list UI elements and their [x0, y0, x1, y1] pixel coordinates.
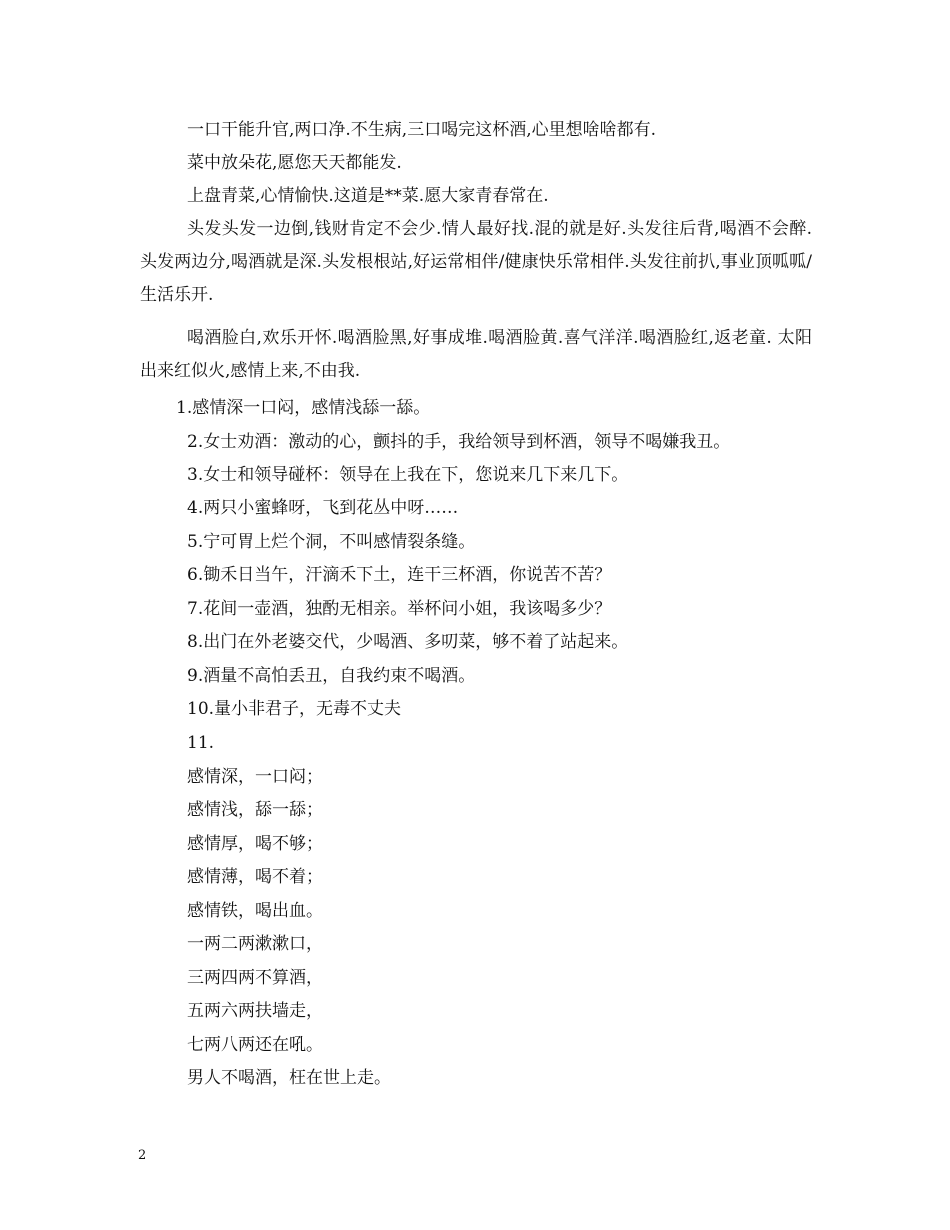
verse-line: 感情深，一口闷； — [187, 767, 323, 787]
list-item: 3.女士和领导碰杯：领导在上我在下，您说来几下来几下。 — [187, 465, 629, 485]
list-item: 6.锄禾日当午，汗滴禾下土，连干三杯酒，你说苦不苦？ — [187, 565, 612, 585]
verse-line: 男人不喝酒，枉在世上走。 — [187, 1068, 391, 1088]
paragraph-4: 头发头发一边倒,钱财肯定不会少.情人最好找.混的就是好.头发往后背,喝酒不会醉.头发两边分,喝酒就是深.头发根根站,好运常相伴/健康快乐常相伴.头发往前扒,事业顶呱呱/生活乐开. — [140, 219, 812, 305]
list-item: 8.出门在外老婆交代，少喝酒、多叨菜，够不着了站起来。 — [187, 632, 629, 652]
verse-line: 感情浅，舔一舔； — [187, 800, 323, 820]
list-item: 7.花间一壶酒，独酌无相亲。举杯问小姐，我该喝多少？ — [187, 599, 612, 619]
list-item: 4.两只小蜜蜂呀，飞到花丛中呀…… — [187, 498, 459, 518]
page-number: 2 — [138, 1148, 147, 1163]
verse-line: 三两四两不算酒， — [187, 968, 323, 988]
list-item: 5.宁可胃上烂个洞，不叫感情裂条缝。 — [187, 532, 476, 552]
verse-line: 七两八两还在吼。 — [187, 1035, 323, 1055]
list-item: 11. — [187, 733, 215, 753]
verse-line: 五两六两扶墙走， — [187, 1001, 323, 1021]
list-item: 9.酒量不高怕丢丑，自我约束不喝酒。 — [187, 666, 476, 686]
verse-line: 感情厚，喝不够； — [187, 834, 323, 854]
list-item: 2.女士劝酒：激动的心，颤抖的手，我给领导到杯酒，领导不喝嫌我丑。 — [187, 432, 731, 452]
verse-line: 感情铁，喝出血。 — [187, 901, 323, 921]
verse-line: 感情薄，喝不着； — [187, 867, 323, 887]
paragraph-1: 一口干能升官,两口净.不生病,三口喝完这杯酒,心里想啥啥都有. — [187, 120, 657, 140]
list-item: 10.量小非君子，无毒不丈夫 — [187, 699, 402, 719]
paragraph-5: 喝酒脸白,欢乐开怀.喝酒脸黑,好事成堆.喝酒脸黄.喜气洋洋.喝酒脸红,返老童. 太阳出来红似火,感情上来,不由我. — [140, 328, 812, 381]
list-item: 1.感情深一口闷，感情浅舔一舔。 — [176, 398, 431, 418]
paragraph-2: 菜中放朵花,愿您天天都能发. — [187, 153, 402, 173]
verse-line: 一两二两漱漱口， — [187, 934, 323, 954]
paragraph-3: 上盘青菜,心情愉快.这道是**菜.愿大家青春常在. — [187, 186, 549, 206]
